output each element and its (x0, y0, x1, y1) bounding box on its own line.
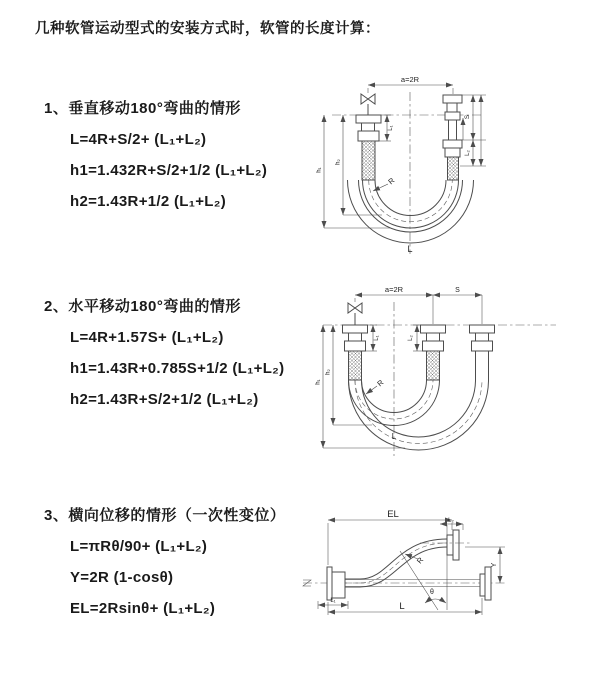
page-title: 几种软管运动型式的安装方式时，软管的长度计算： (35, 21, 380, 37)
section-lateral-displacement (44, 507, 324, 631)
dim-label-l: L (407, 244, 413, 254)
formula-L-3: L=πRθ/90+ (L₁+L₂) (70, 538, 208, 555)
dim-a2r-s (355, 285, 482, 324)
dim-label-r: R (386, 175, 397, 187)
formula-h1-2: h1=1.43R+0.785S+1/2 (L₁+L₂) (70, 360, 285, 377)
dim-label-l: L (391, 432, 397, 441)
formula-h1-1: h1=1.432R+S/2+1/2 (L₁+L₂) (70, 162, 268, 179)
formula-EL-3: EL=2Rsinθ+ (L₁+L₂) (70, 600, 216, 617)
dim-s-l2 (460, 95, 486, 166)
valve-icon (348, 303, 362, 325)
section-vertical-movement (44, 100, 324, 224)
formula-h2-2: h2=1.43R+S/2+1/2 (L₁+L₂) (70, 391, 259, 408)
dim-label-s: S (464, 114, 471, 120)
dim-label-l2: L₂ (465, 150, 471, 156)
formula-h2-1: h2=1.43R+1/2 (L₁+L₂) (70, 193, 227, 210)
dim-label-el: EL (387, 509, 399, 520)
dim-a2r (368, 75, 453, 94)
dim-label-h1: h₁ (316, 167, 323, 173)
section-2-heading: 2、水平移动180°弯曲的情形 (44, 298, 241, 315)
angle-theta (400, 525, 447, 610)
section-1-heading: 1、垂直移动180°弯曲的情形 (44, 100, 241, 117)
dim-label-l1: L₁ (374, 335, 380, 341)
hose-s-curve (345, 539, 447, 587)
dim-label-theta: θ (430, 589, 434, 596)
dim-label-l1: L₁ (388, 125, 394, 131)
section-3-heading: 3、横向位移的情形（一次性变位） (44, 507, 286, 524)
right-pipe-fitting (470, 325, 495, 380)
left-flange (327, 567, 345, 600)
dim-label-s: S (455, 287, 460, 294)
diagram-vertical-180-bend (310, 70, 600, 265)
formula-Y-3: Y=2R (1-cosθ) (70, 569, 174, 586)
formula-L-2: L=4R+1.57S+ (L₁+L₂) (70, 329, 224, 346)
valve-icon (361, 94, 375, 115)
dim-label-l: L (399, 601, 405, 612)
dim-l1 (318, 598, 348, 609)
radius-callout (366, 378, 386, 394)
right-pipe-fitting (443, 95, 462, 180)
dim-el (328, 509, 452, 565)
dim-label-a2r: a=2R (400, 75, 420, 84)
hose-u-bend (348, 180, 474, 243)
dim-label-r: R (375, 377, 386, 389)
ghost-straight-pipe (345, 567, 491, 600)
upper-flange (420, 530, 472, 560)
hose-u-bends (349, 377, 489, 450)
left-pipe-fitting (343, 325, 368, 380)
dim-label-h1: h₁ (315, 379, 322, 385)
diagram-lateral-displacement (300, 503, 600, 663)
dim-label-h2: h₂ (335, 159, 342, 165)
dim-label-h2: h₂ (325, 369, 332, 375)
section-horizontal-movement (44, 298, 324, 422)
dim-label-r: R (414, 555, 426, 566)
dim-l (328, 598, 482, 615)
formula-L-1: L=4R+S/2+ (L₁+L₂) (70, 131, 207, 148)
dim-label-l2: L₂ (408, 335, 414, 341)
dim-label-a2r: a=2R (384, 285, 404, 294)
dim-label-l1: L₁ (330, 598, 336, 604)
dim-label-y: Y (491, 562, 498, 568)
diagram-horizontal-180-bend (310, 280, 600, 480)
radius-callout (373, 176, 397, 191)
middle-pipe-fitting (421, 325, 446, 380)
left-pipe-fitting (356, 115, 381, 180)
dim-label-l2: L₂ (448, 518, 454, 524)
